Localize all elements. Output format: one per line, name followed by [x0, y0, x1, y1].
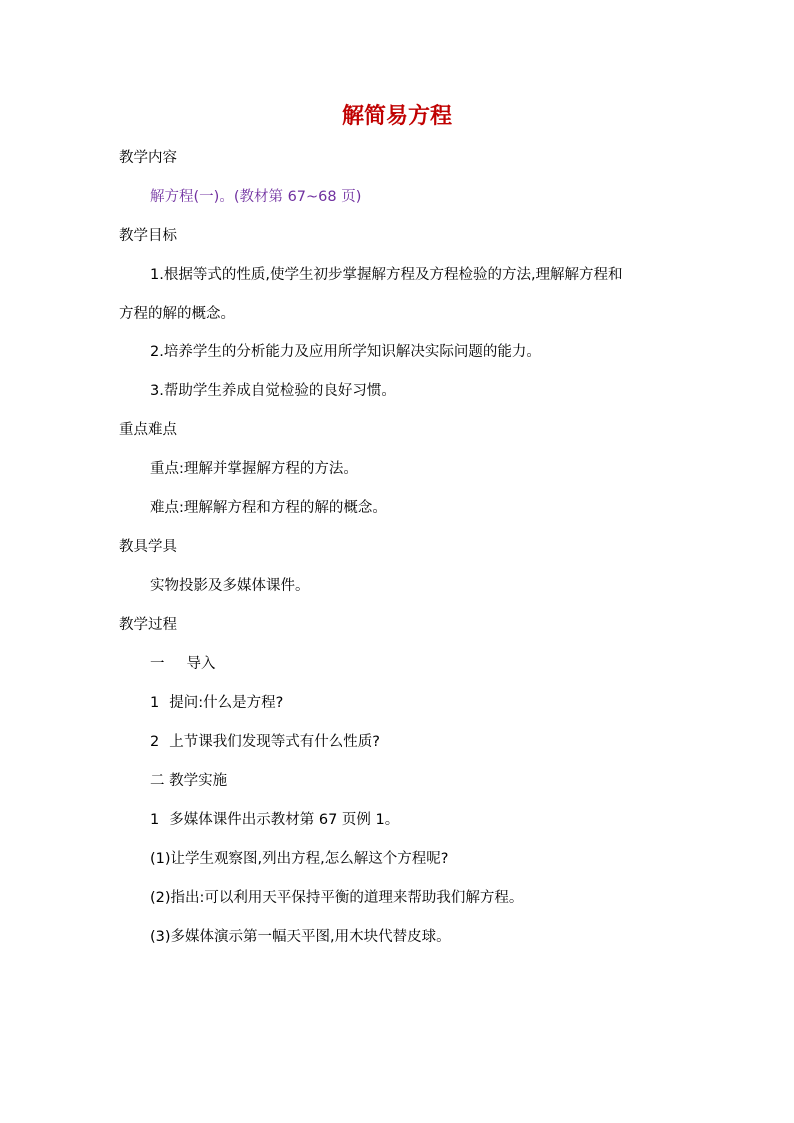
goal-item-2: 2.培养学生的分析能力及应用所学知识解决实际问题的能力。 — [150, 344, 541, 360]
question-2-number: 2 — [150, 734, 160, 750]
sub-step-3: (3)多媒体演示第一幅天平图,用木块代替皮球。 — [150, 929, 451, 945]
goal-item-1-line-2: 方程的解的概念。 — [119, 306, 235, 322]
heading-content: 教学内容 — [119, 150, 177, 166]
sub-step-1: (1)让学生观察图,列出方程,怎么解这个方程呢? — [150, 851, 449, 867]
content-text: 解方程(一)。(教材第 67~68 页) — [150, 189, 362, 205]
process-part-1 — [150, 654, 216, 674]
difficult-point: 难点:理解解方程和方程的解的概念。 — [150, 500, 387, 516]
tools-text: 实物投影及多媒体课件。 — [150, 578, 310, 594]
question-2-text: 上节课我们发现等式有什么性质? — [169, 734, 380, 750]
part-1-number: 一 — [150, 656, 165, 672]
heading-process: 教学过程 — [119, 617, 177, 633]
goal-item-3: 3.帮助学生养成自觉检验的良好习惯。 — [150, 383, 396, 399]
part-1-title: 导入 — [186, 656, 216, 672]
step-1 — [150, 810, 399, 830]
goal-item-1-line-1: 1.根据等式的性质,使学生初步掌握解方程及方程检验的方法,理解解方程和 — [150, 267, 623, 283]
question-1-text: 提问:什么是方程? — [169, 695, 284, 711]
process-part-2: 二 教学实施 — [150, 773, 228, 789]
question-1-number: 1 — [150, 695, 160, 711]
heading-tools: 教具学具 — [119, 539, 177, 555]
question-2 — [150, 732, 380, 752]
heading-goals: 教学目标 — [119, 228, 177, 244]
sub-step-2: (2)指出:可以利用天平保持平衡的道理来帮助我们解方程。 — [150, 890, 524, 906]
step-1-number: 1 — [150, 812, 160, 828]
heading-key-points: 重点难点 — [119, 422, 177, 438]
question-1 — [150, 693, 283, 713]
key-point: 重点:理解并掌握解方程的方法。 — [150, 461, 358, 477]
document-title: 解简易方程 — [341, 103, 452, 129]
step-1-text: 多媒体课件出示教材第 67 页例 1。 — [169, 812, 400, 828]
